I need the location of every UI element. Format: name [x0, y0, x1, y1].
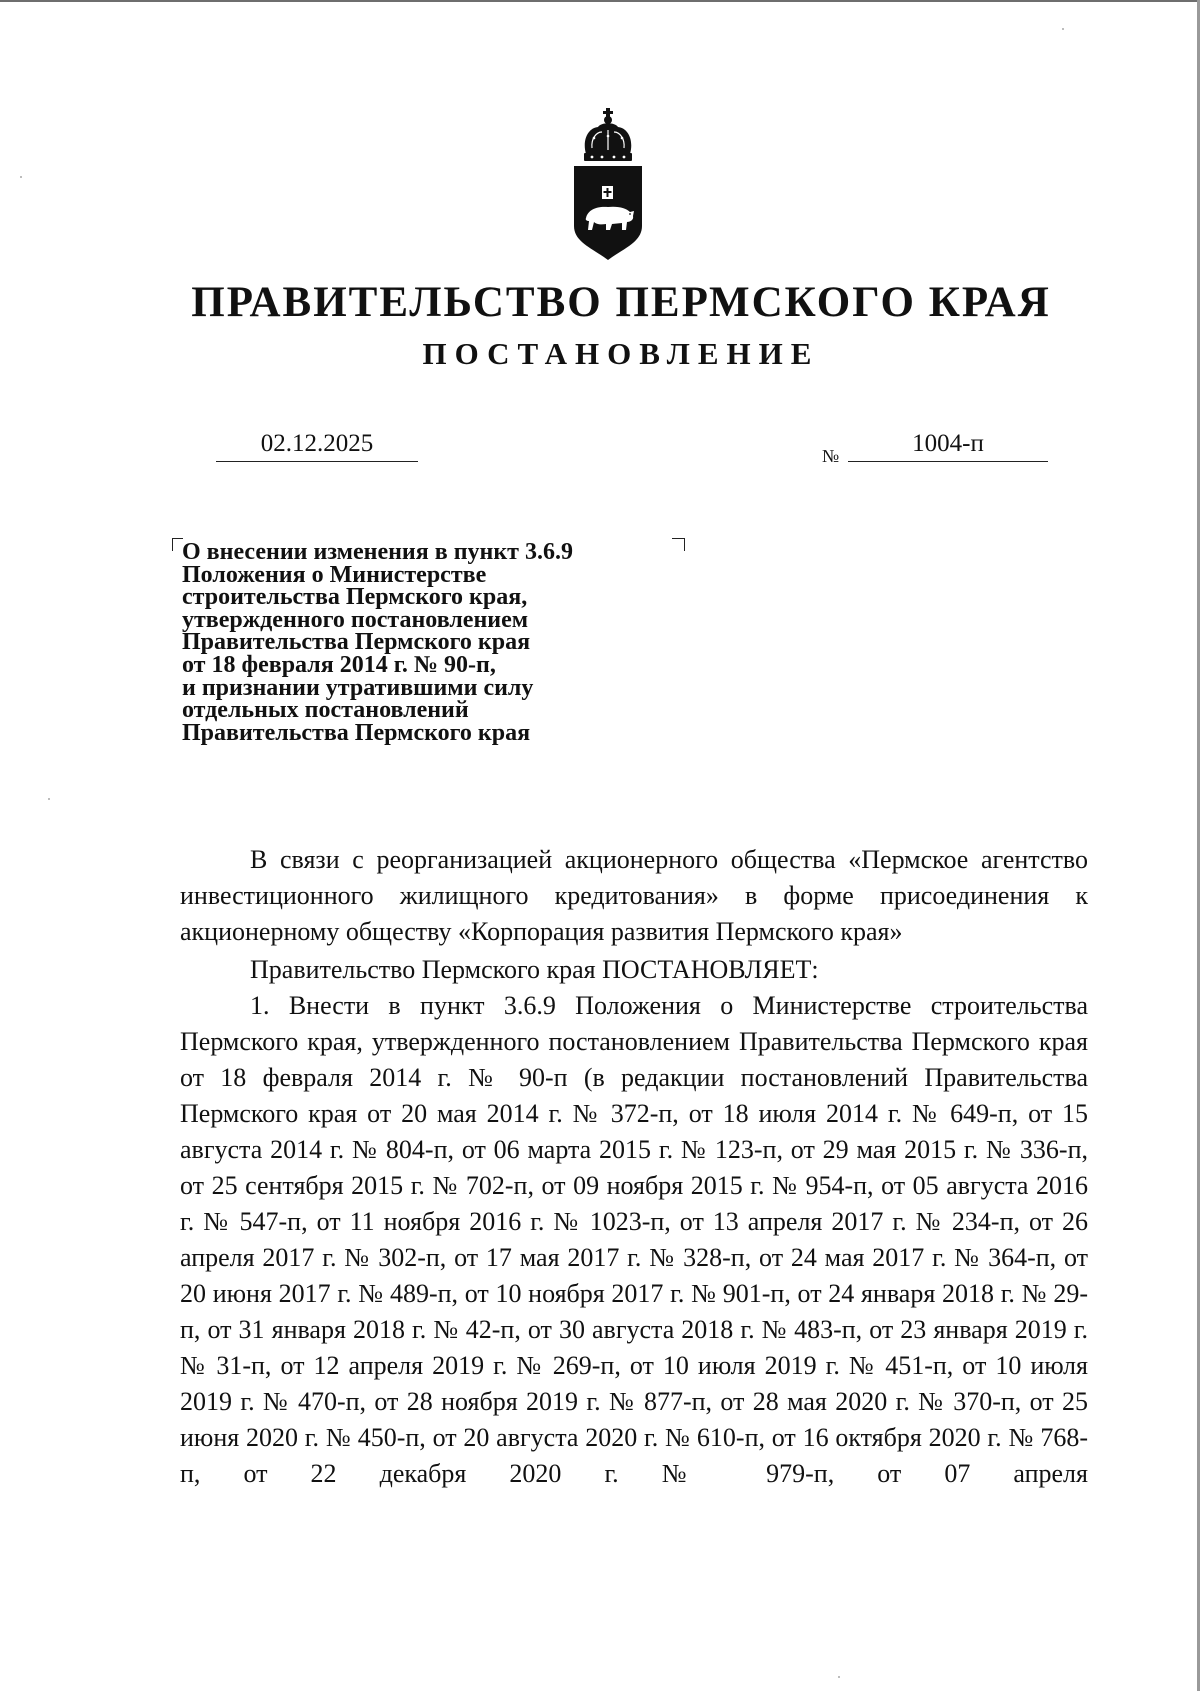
document-number: 1004-п	[848, 427, 1048, 462]
scan-speck	[48, 798, 50, 800]
preamble-paragraph: В связи с реорганизацией акционерного общества «Пермское агентство инвестиционного жилищного кредитования» в форме присоединения к акционерному обществу «Корпорация развития Пермского края»	[180, 845, 1088, 946]
subject-line: строительства Пермского края,	[182, 584, 528, 611]
government-title: ПРАВИТЕЛЬСТВО ПЕРМСКОГО КРАЯ	[191, 279, 1051, 326]
subject-heading	[182, 541, 573, 744]
subject-line: и признании утратившими силу	[182, 674, 534, 701]
subject-line: Правительства Пермского края	[182, 719, 531, 746]
document-body	[180, 842, 1088, 1492]
subject-line: от 18 февраля 2014 г. № 90-п,	[182, 651, 496, 678]
scan-speck	[1062, 28, 1064, 30]
number-sign: №	[822, 446, 840, 466]
scan-edge-top	[0, 0, 1200, 2]
item-1-paragraph: 1. Внести в пункт 3.6.9 Положения о Министерстве строительства Пермского края, утвержденного постановлением Правительства Пермского края от 18 февраля 2014 г. № 90-п (в редакции постановлений Правительства Пермского края от 20 мая 2014 г. № 372-п, от 18 июля 2014 г. № 649-п, от 15 августа 2014 г. № 804-п, от 06 марта 2015 г. № 123-п, от 29 мая 2015 г. № 336-п, от 25 сентября 2015 г. № 702-п, от 09 ноября 2015 г. № 954-п, от 05 августа 2016 г. № 547-п, от 11 ноября 2016 г. № 1023-п, от 13 апреля 2017 г. № 234-п, от 26 апреля 2017 г. № 302-п, от 17 мая 2017 г. № 328-п, от 24 мая 2017 г. № 364-п, от 20 июня 2017 г. № 489-п, от 10 ноября 2017 г. № 901-п, от 24 января 2018 г. № 29-п, от 31 января 2018 г. № 42-п, от 30 августа 2018 г. № 483-п, от 23 января 2019 г. № 31-п, от 12 апреля 2019 г. № 269-п, от 10 июля 2019 г. № 451-п, от 10 июля 2019 г. № 470-п, от 28 ноября 2019 г. № 877-п, от 28 мая 2020 г. № 370-п, от 25 июня 2020 г. № 450-п, от 20 августа 2020 г. № 610-п, от 16 октября 2020 г. № 768-п, от 22 декабря 2020 г. № 979-п, от 07 апреля	[180, 991, 1088, 1488]
subject-bracket-right	[672, 538, 685, 551]
scan-speck	[20, 176, 22, 178]
subject-line: Правительства Пермского края	[182, 629, 531, 656]
document-type-heading: ПОСТАНОВЛЕНИЕ	[422, 336, 820, 371]
document-date: 02.12.2025	[216, 427, 418, 462]
subject-line: Положения о Министерстве	[182, 561, 487, 588]
perm-krai-coat-of-arms-icon	[572, 108, 644, 260]
resolution-paragraph: Правительство Пермского края ПОСТАНОВЛЯЕТ:	[250, 955, 819, 984]
scan-speck	[838, 1676, 840, 1678]
subject-line: О внесении изменения в пункт 3.6.9	[182, 539, 573, 565]
subject-line: отдельных постановлений	[182, 697, 469, 724]
subject-line: утвержденного постановлением	[182, 606, 529, 633]
